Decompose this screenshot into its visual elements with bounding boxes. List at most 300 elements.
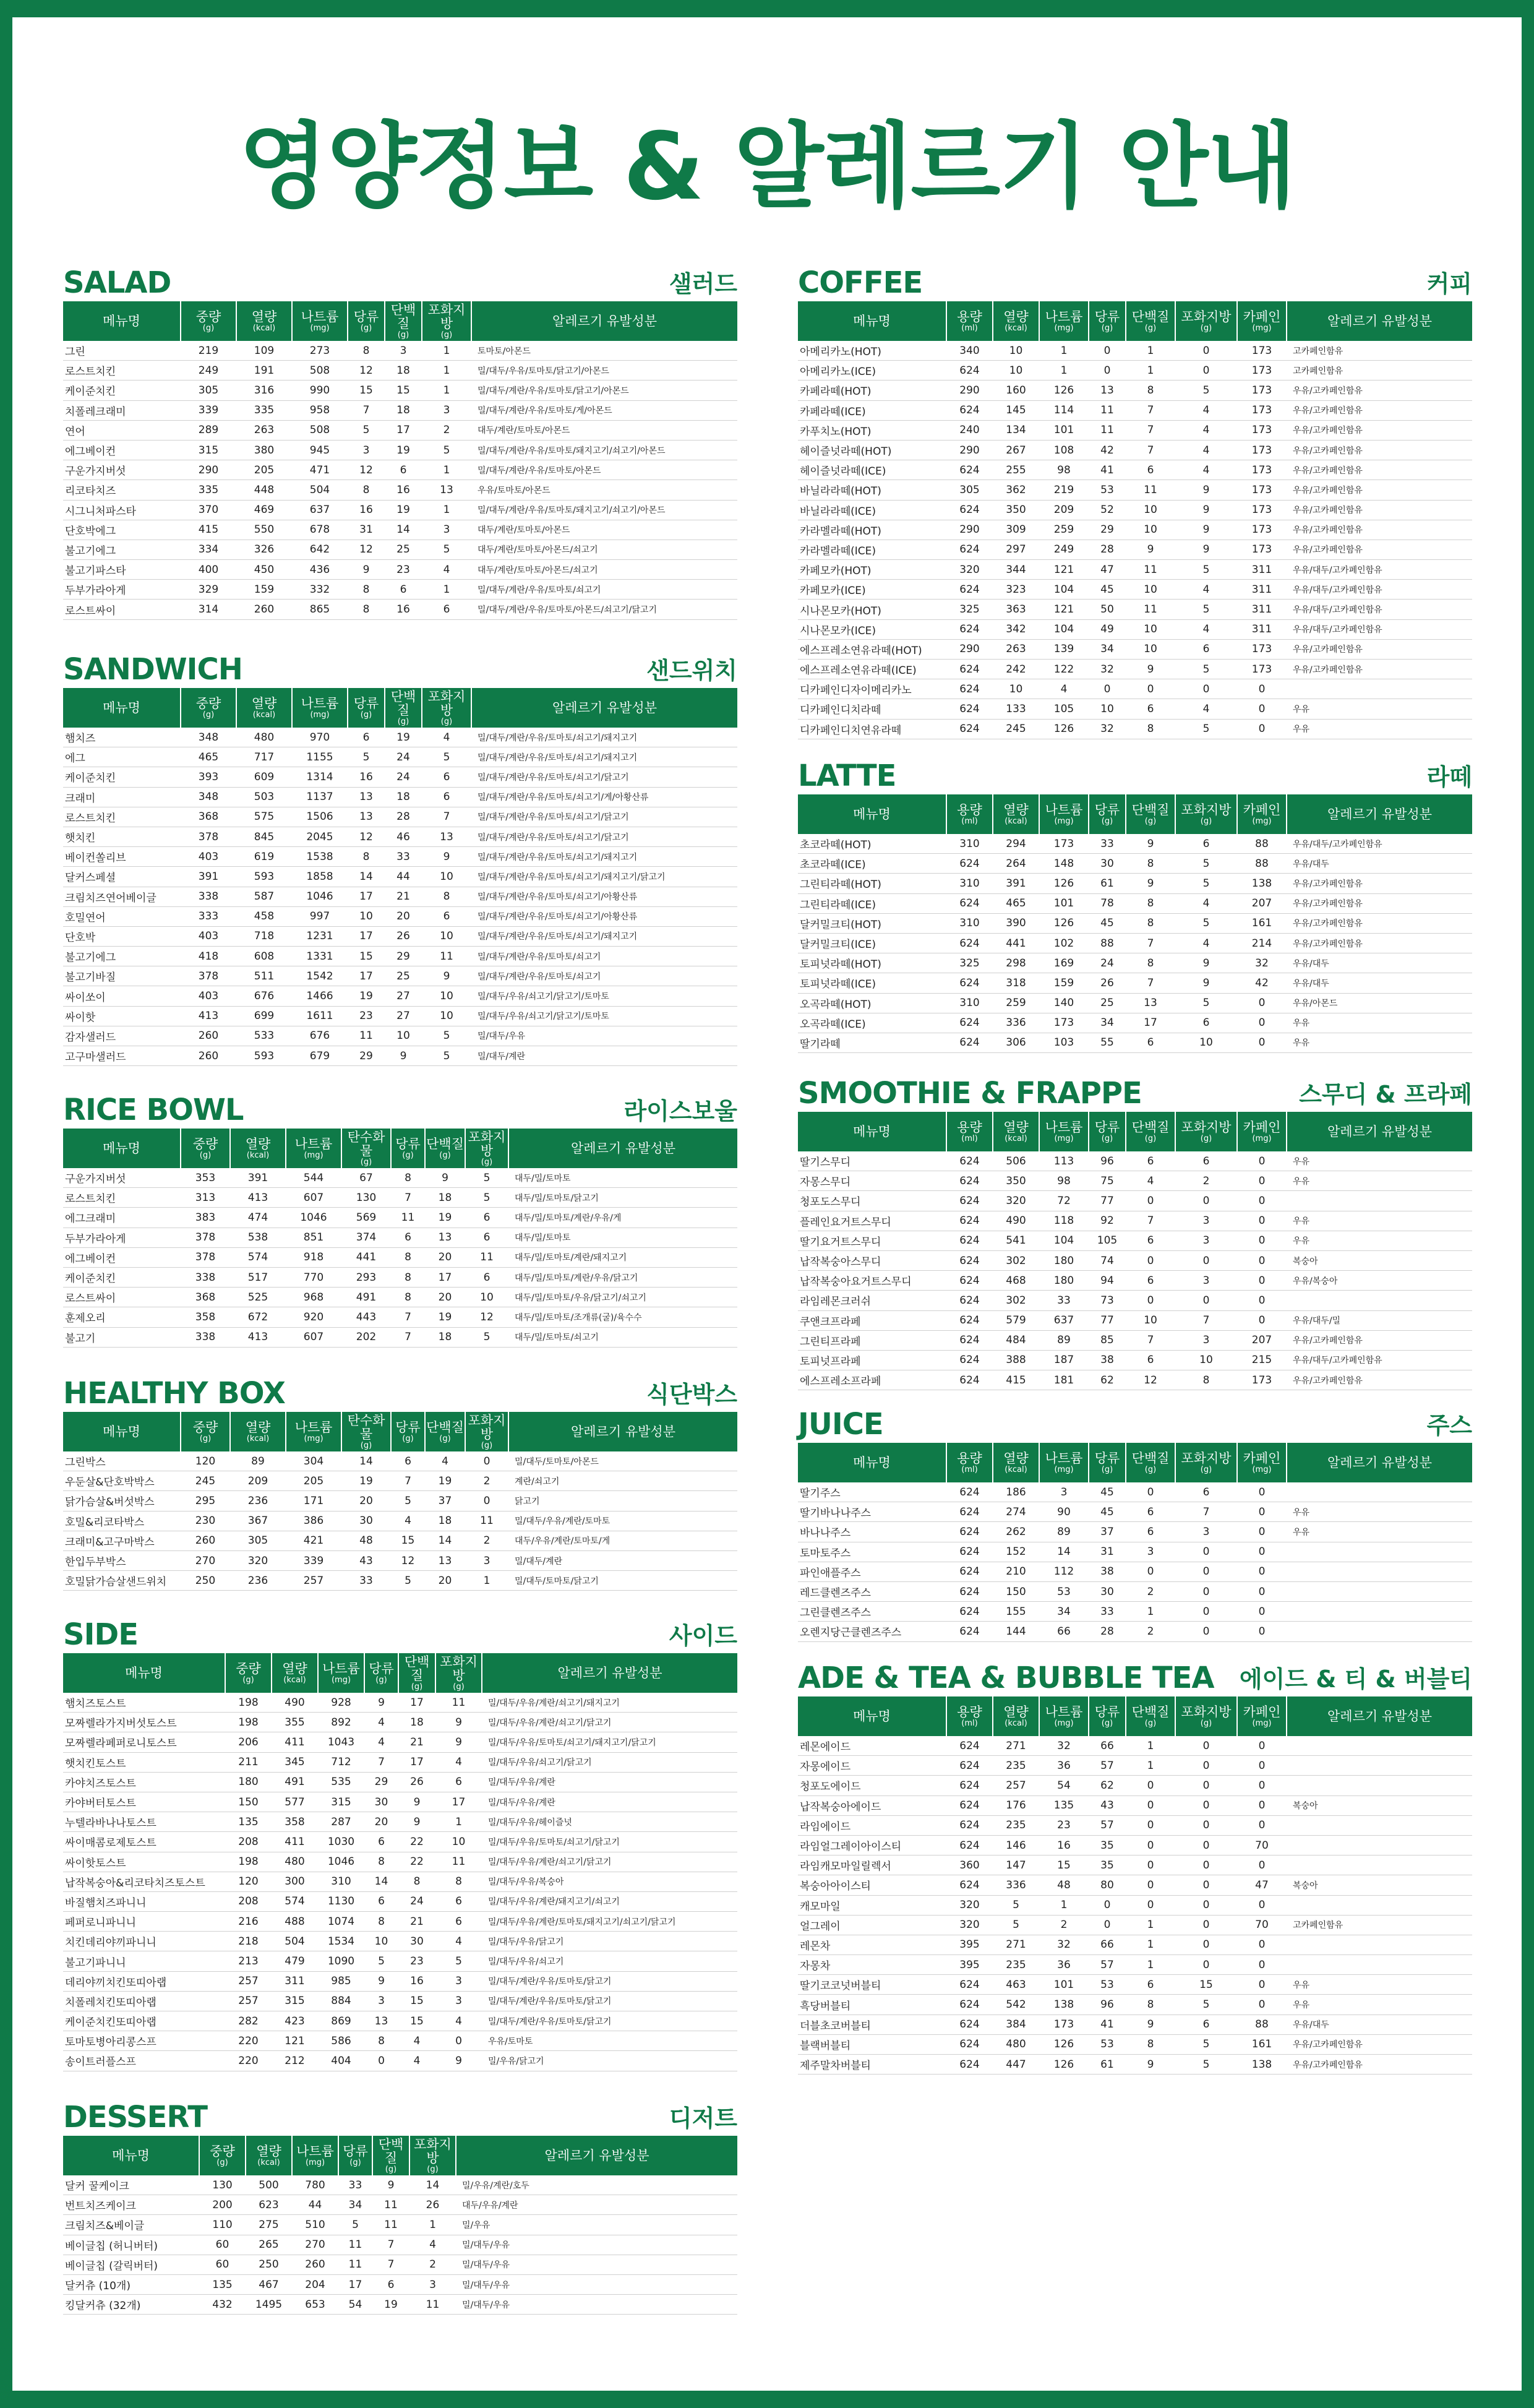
table-row: [798, 1736, 1472, 1756]
nutrient-value: 5: [391, 1571, 425, 1591]
nutrient-value: 4: [1175, 440, 1237, 460]
column-header-unit: (g): [427, 2164, 439, 2174]
column-header-label: 열량: [1003, 1119, 1029, 1135]
column-header: [292, 2136, 338, 2175]
nutrient-value: 4: [1175, 400, 1237, 420]
nutrient-value: 0: [1175, 1915, 1237, 1935]
nutrient-value: 990: [292, 381, 348, 400]
nutrient-value: 465: [181, 747, 236, 767]
allergens: 우유/대두/고카페인함유: [1287, 560, 1472, 580]
table-row: [63, 2031, 737, 2051]
menu-name: 싸이핫: [63, 1006, 181, 1026]
nutrient-value: 98: [1039, 1171, 1089, 1191]
section-title-en: JUICE: [798, 1407, 883, 1442]
table-row: [63, 1951, 737, 1971]
nutrient-value: 0: [1126, 1795, 1175, 1815]
nutrient-value: 450: [236, 560, 292, 580]
nutrient-value: 23: [348, 1006, 385, 1026]
nutrient-value: 212: [272, 2051, 318, 2071]
nutrient-value: 624: [946, 719, 993, 739]
nutrient-value: 624: [946, 1231, 993, 1250]
nutrient-value: 0: [1175, 679, 1237, 699]
nutrient-value: 624: [946, 1795, 993, 1815]
nutrient-value: 169: [1039, 953, 1089, 973]
nutrient-value: 94: [1089, 1271, 1126, 1291]
nutrient-value: 205: [286, 1471, 341, 1491]
nutrient-value: 1074: [318, 1912, 364, 1932]
section-title-ko: 주스: [1426, 1412, 1472, 1439]
nutrient-value: 0: [1237, 1171, 1287, 1191]
column-header-label: 포화지방: [1181, 309, 1232, 324]
nutrient-value: 9: [1126, 874, 1175, 893]
nutrient-value: 19: [372, 2295, 409, 2315]
nutrient-value: 1155: [292, 747, 348, 767]
nutrient-value: 340: [946, 341, 993, 361]
nutrient-value: 0: [1237, 679, 1287, 699]
nutrient-value: 0: [1126, 1482, 1175, 1502]
menu-name: 시그니처파스타: [63, 500, 181, 520]
column-header: [230, 1129, 286, 1168]
nutrient-value: 355: [272, 1713, 318, 1732]
column-header: [946, 1696, 993, 1736]
nutrient-value: 13: [348, 787, 385, 807]
nutrient-value: 1046: [318, 1852, 364, 1872]
column-header-unit: (mg): [1054, 1464, 1074, 1474]
nutrient-value: 6: [435, 1891, 482, 1911]
table-row: [63, 1912, 737, 1932]
nutrient-value: 1534: [318, 1932, 364, 1951]
menu-name: 레드클렌즈주스: [798, 1581, 946, 1601]
nutrient-value: 11: [409, 2295, 456, 2315]
nutrient-value: 508: [292, 420, 348, 440]
nutrient-value: 235: [993, 1955, 1039, 1975]
column-header: [798, 1443, 946, 1482]
allergens: [1287, 1542, 1472, 1562]
table-row: [798, 1622, 1472, 1641]
table-row: [798, 460, 1472, 480]
allergens: 밀/대두/우유: [456, 2274, 737, 2294]
nutrient-value: 264: [993, 854, 1039, 874]
column-header-label: 알레르기 유발성분: [544, 2148, 649, 2163]
column-header: [1039, 1696, 1089, 1736]
column-header-label: 메뉴명: [112, 2148, 150, 2163]
table-row: [798, 1250, 1472, 1270]
menu-name: 토피넛라떼(ICE): [798, 973, 946, 993]
nutrient-value: 33: [1039, 1291, 1089, 1310]
allergens: 밀/대두/계란: [471, 1046, 737, 1066]
nutrient-value: 173: [1237, 460, 1287, 480]
nutrient-value: 390: [993, 913, 1039, 933]
nutrient-value: 315: [181, 440, 236, 460]
column-header-label: 메뉴명: [853, 1455, 891, 1470]
nutrient-value: 1: [1126, 1736, 1175, 1756]
nutrient-value: 4: [1175, 580, 1237, 600]
nutrient-value: 147: [993, 1855, 1039, 1875]
column-header-unit: (mg): [304, 1150, 324, 1160]
nutrient-value: 5: [422, 747, 471, 767]
column-header-unit: (g): [440, 716, 453, 726]
nutrient-value: 0: [1237, 1250, 1287, 1270]
nutrient-value: 574: [230, 1247, 286, 1267]
nutrient-value: 318: [993, 973, 1039, 993]
nutrient-value: 3: [1175, 1211, 1237, 1231]
column-header: [341, 1412, 391, 1451]
nutrient-value: 260: [181, 1531, 230, 1550]
nutrient-value: 2045: [292, 827, 348, 846]
nutrient-value: 7: [1126, 973, 1175, 993]
menu-name: 라임에이드: [798, 1815, 946, 1835]
nutrient-value: 320: [946, 1895, 993, 1915]
nutrient-value: 5: [348, 420, 385, 440]
allergens: 고카페인함유: [1287, 1915, 1472, 1935]
nutrient-value: 624: [946, 1975, 993, 1995]
nutrient-value: 672: [230, 1307, 286, 1327]
nutrient-value: 75: [1089, 1171, 1126, 1191]
nutrient-value: 101: [1039, 420, 1089, 440]
nutrient-value: 14: [425, 1531, 465, 1550]
nutrient-value: 23: [1039, 1815, 1089, 1835]
nutrient-value: 6: [364, 1832, 398, 1852]
nutrient-value: 135: [1039, 1795, 1089, 1815]
menu-name: 바나나주스: [798, 1522, 946, 1542]
table-row: [798, 1310, 1472, 1330]
column-header: [471, 688, 737, 728]
nutrient-value: 207: [1237, 1330, 1287, 1350]
nutrient-value: 1231: [292, 926, 348, 946]
allergens: 밀/대두/우유/토마토/쇠고기/돼지고기/닭고기: [482, 1732, 737, 1752]
nutrient-value: 41: [1089, 460, 1126, 480]
nutrient-value: 609: [236, 767, 292, 787]
nutrient-value: 1495: [246, 2295, 292, 2315]
table-row: [63, 1026, 737, 1046]
menu-name: 플레인요거트스무디: [798, 1211, 946, 1231]
nutrient-value: 24: [385, 747, 422, 767]
allergens: [1287, 1602, 1472, 1622]
nutrient-value: 4: [364, 1732, 398, 1752]
nutrient-value: 8: [422, 887, 471, 906]
column-header: [946, 1112, 993, 1151]
table-row: [798, 1350, 1472, 1370]
nutrient-value: 48: [1039, 1875, 1089, 1895]
menu-name: 초코라떼(HOT): [798, 834, 946, 854]
nutrient-value: 5: [422, 1026, 471, 1046]
nutrient-value: 624: [946, 1875, 993, 1895]
menu-name: 불고기: [63, 1327, 181, 1347]
nutrient-value: 348: [181, 728, 236, 747]
nutrient-value: 15: [1039, 1855, 1089, 1875]
allergens: 밀/대두/우유/계란/토마토: [508, 1511, 737, 1531]
column-header-unit: (kcal): [283, 1675, 306, 1685]
column-header: [1039, 794, 1089, 834]
nutrient-value: 114: [1039, 400, 1089, 420]
nutrient-value: 14: [1039, 1542, 1089, 1562]
nutrient-value: 45: [1089, 1482, 1126, 1502]
column-header: [482, 1653, 737, 1693]
nutrient-value: 34: [1089, 639, 1126, 659]
table-row: [63, 1168, 737, 1188]
nutrient-value: 9: [1126, 2015, 1175, 2034]
table-row: [63, 2235, 737, 2255]
column-header-label: 열량: [251, 695, 277, 711]
table-header-row: [63, 301, 737, 341]
nutrient-value: 235: [993, 1756, 1039, 1776]
nutrient-value: 525: [230, 1288, 286, 1307]
allergens: 대두/우유/계란: [456, 2195, 737, 2215]
column-header-unit: (g): [1144, 1133, 1157, 1143]
nutrient-value: 8: [364, 1852, 398, 1872]
nutrient-value: 338: [181, 887, 236, 906]
nutrient-value: 6: [1175, 834, 1237, 854]
column-header-unit: (g): [202, 710, 215, 720]
table-row: [798, 1502, 1472, 1522]
table-row: [798, 1013, 1472, 1033]
column-header: [385, 688, 422, 728]
nutrient-value: 46: [385, 827, 422, 846]
table-row: [63, 1812, 737, 1832]
nutrient-value: 16: [385, 600, 422, 619]
menu-name: 그린티라떼(ICE): [798, 893, 946, 913]
nutrient-value: 6: [1126, 1231, 1175, 1250]
table-row: [798, 2034, 1472, 2054]
column-header-label: 메뉴명: [853, 314, 891, 329]
nutrient-value: 1090: [318, 1951, 364, 1971]
table-row: [798, 1231, 1472, 1250]
nutrient-value: 126: [1039, 381, 1089, 400]
nutrient-value: 845: [236, 827, 292, 846]
nutrient-value: 54: [338, 2295, 372, 2315]
column-header-label: 알레르기 유발성분: [1327, 1124, 1432, 1139]
menu-name: 에그크래미: [63, 1208, 181, 1228]
nutrient-value: 260: [181, 1046, 236, 1066]
nutrition-table: [63, 1653, 737, 2071]
column-header: [391, 1412, 425, 1451]
column-header-label: 당류: [1094, 309, 1120, 324]
column-header: [465, 1412, 508, 1451]
allergens: 우유/고카페인함유: [1287, 540, 1472, 559]
allergens: 우유/아몬드: [1287, 993, 1472, 1013]
allergens: [1287, 1756, 1472, 1776]
allergens: 밀/대두/우유/계란/토마토/돼지고기/쇠고기/닭고기: [482, 1912, 737, 1932]
nutrient-value: 0: [1175, 1895, 1237, 1915]
allergens: 우유/고카페인함유: [1287, 520, 1472, 540]
allergens: 대두/밀/토마토: [508, 1228, 737, 1247]
nutrient-value: 88: [1237, 834, 1287, 854]
nutrient-value: 210: [993, 1562, 1039, 1581]
column-header-unit: (g): [397, 716, 409, 726]
nutrient-value: 17: [435, 1792, 482, 1812]
nutrient-value: 0: [1237, 1013, 1287, 1033]
nutrient-value: 44: [292, 2195, 338, 2215]
nutrient-value: 173: [1237, 520, 1287, 540]
nutrient-value: 257: [286, 1571, 341, 1591]
nutrient-value: 569: [341, 1208, 391, 1228]
nutrient-value: 997: [292, 906, 348, 926]
nutrient-value: 8: [391, 1288, 425, 1307]
menu-name: 케이준치킨: [63, 767, 181, 787]
menu-name: 라임레몬크러쉬: [798, 1291, 946, 1310]
table-row: [798, 2055, 1472, 2075]
table-row: [798, 834, 1472, 854]
column-header: [456, 2136, 737, 2175]
nutrient-value: 118: [1039, 1211, 1089, 1231]
nutrient-value: 209: [230, 1471, 286, 1491]
table-row: [63, 1971, 737, 1991]
column-header: [993, 794, 1039, 834]
nutrient-value: 9: [1175, 973, 1237, 993]
allergens: 우유: [1287, 1033, 1472, 1052]
section-title-ko: 식단박스: [646, 1381, 737, 1408]
nutrient-value: 1331: [292, 947, 348, 966]
nutrient-value: 10: [1089, 699, 1126, 719]
menu-name: 베이컨쏠리브: [63, 847, 181, 867]
nutrient-value: 0: [1237, 1581, 1287, 1601]
column-header-unit: (kcal): [252, 323, 276, 333]
column-header-label: 중량: [195, 695, 221, 711]
column-header-unit: (mg): [1252, 1133, 1272, 1143]
nutrient-value: 6: [364, 1891, 398, 1911]
nutrient-value: 5: [1175, 2055, 1237, 2075]
nutrient-value: 400: [181, 560, 236, 580]
column-header-unit: (kcal): [1005, 1464, 1027, 1474]
column-header-unit: (mg): [1054, 1718, 1074, 1728]
nutrient-value: 11: [372, 2195, 409, 2215]
nutrient-value: 11: [338, 2235, 372, 2255]
nutrient-value: 29: [348, 1046, 385, 1066]
section-header: [63, 1615, 737, 1653]
menu-name: 디카페인디치라떼: [798, 699, 946, 719]
nutrient-value: 8: [348, 480, 385, 500]
nutrient-value: 305: [230, 1531, 286, 1550]
allergens: 우유: [1287, 1013, 1472, 1033]
column-header: [292, 301, 348, 341]
table-row: [63, 1511, 737, 1531]
nutrient-value: 0: [1237, 719, 1287, 739]
table-row: [63, 520, 737, 540]
column-header: [286, 1412, 341, 1451]
nutrient-value: 6: [1126, 699, 1175, 719]
allergens: 우유/고카페인함유: [1287, 1330, 1472, 1350]
column-header-label: 카페인: [1243, 802, 1281, 817]
menu-name: 케이준치킨또띠아랩: [63, 2011, 225, 2031]
allergens: 밀/대두/계란/우유/토마토/닭고기/아몬드: [471, 381, 737, 400]
nutrient-value: 302: [993, 1250, 1039, 1270]
menu-name: 케이준치킨: [63, 381, 181, 400]
nutrient-value: 34: [1089, 1013, 1126, 1033]
menu-name: 로스트치킨: [63, 361, 181, 381]
nutrient-value: 271: [993, 1736, 1039, 1756]
nutrient-value: 624: [946, 699, 993, 719]
nutrient-value: 11: [1089, 400, 1126, 420]
nutrient-value: 1: [1039, 361, 1089, 381]
nutrient-value: 267: [993, 440, 1039, 460]
column-header: [798, 794, 946, 834]
nutrient-value: 624: [946, 1191, 993, 1211]
nutrient-value: 112: [1039, 1562, 1089, 1581]
nutrient-value: 41: [1089, 2015, 1126, 2034]
table-row: [798, 440, 1472, 460]
nutrient-value: 6: [465, 1267, 508, 1287]
nutrient-value: 7: [1175, 1502, 1237, 1522]
table-row: [63, 1991, 737, 2011]
nutrient-value: 12: [348, 827, 385, 846]
allergens: 우유: [1287, 1522, 1472, 1542]
nutrient-value: 3: [465, 1550, 508, 1570]
nutrient-value: 10: [1126, 500, 1175, 520]
nutrient-value: 21: [398, 1912, 435, 1932]
nutrient-value: 61: [1089, 874, 1126, 893]
allergens: [1287, 1581, 1472, 1601]
nutrient-value: 67: [341, 1168, 391, 1188]
nutrient-value: 271: [993, 1935, 1039, 1954]
table-row: [798, 1935, 1472, 1954]
table-row: [63, 381, 737, 400]
column-header-label: 용량: [957, 802, 982, 817]
nutrient-value: 17: [385, 420, 422, 440]
nutrient-value: 8: [391, 1247, 425, 1267]
menu-name: 블랙버블티: [798, 2034, 946, 2054]
allergens: 대두/밀/토마토/쇠고기: [508, 1327, 737, 1347]
nutrient-value: 2: [1039, 1915, 1089, 1935]
nutrient-value: 16: [385, 480, 422, 500]
menu-name: 누텔라바나나토스트: [63, 1812, 225, 1832]
allergens: 우유/고카페인함유: [1287, 381, 1472, 400]
nutrient-value: 0: [1237, 1231, 1287, 1250]
nutrient-value: 869: [318, 2011, 364, 2031]
allergens: 밀/대두/계란/우유/토마토/쇠고기/아황산류: [471, 887, 737, 906]
menu-name: 납작복숭아에이드: [798, 1795, 946, 1815]
menu-name: 헤이즐넛라떼(ICE): [798, 460, 946, 480]
allergens: 우유/고카페인함유: [1287, 1370, 1472, 1390]
table-header-row: [798, 1112, 1472, 1151]
nutrient-value: 1611: [292, 1006, 348, 1026]
nutrient-value: 30: [341, 1511, 391, 1531]
column-header-unit: (kcal): [246, 1150, 270, 1160]
nutrient-value: 37: [425, 1491, 465, 1511]
nutrient-value: 14: [385, 520, 422, 540]
nutrient-value: 0: [1126, 1776, 1175, 1795]
nutrient-value: 3: [1126, 1542, 1175, 1562]
nutrient-value: 344: [993, 560, 1039, 580]
table-row: [798, 1915, 1472, 1935]
nutrient-value: 1: [1126, 1602, 1175, 1622]
nutrient-value: 338: [181, 1267, 230, 1287]
table-header-row: [798, 1443, 1472, 1482]
menu-name: 모짜렐라가지버섯토스트: [63, 1713, 225, 1732]
nutrient-value: 5: [1175, 874, 1237, 893]
column-header-label: 메뉴명: [103, 314, 140, 329]
table-row: [63, 400, 737, 420]
nutrient-value: 1506: [292, 807, 348, 827]
nutrient-value: 10: [1126, 580, 1175, 600]
nutrient-value: 290: [946, 440, 993, 460]
nutrient-value: 865: [292, 600, 348, 619]
nutrient-value: 325: [946, 600, 993, 619]
column-header-label: 당류: [1094, 1450, 1120, 1466]
table-row: [63, 767, 737, 787]
nutrient-value: 302: [993, 1291, 1039, 1310]
nutrient-value: 338: [181, 1327, 230, 1347]
nutrient-value: 4: [398, 2051, 435, 2071]
nutrient-value: 9: [1126, 2055, 1175, 2075]
nutrient-value: 0: [1175, 341, 1237, 361]
nutrient-value: 120: [225, 1872, 272, 1891]
nutrient-value: 14: [341, 1451, 391, 1471]
table-row: [798, 2015, 1472, 2034]
table-row: [798, 1291, 1472, 1310]
nutrient-value: 1538: [292, 847, 348, 867]
column-header-unit: (g): [375, 1675, 387, 1685]
column-header-unit: (mg): [331, 1675, 351, 1685]
